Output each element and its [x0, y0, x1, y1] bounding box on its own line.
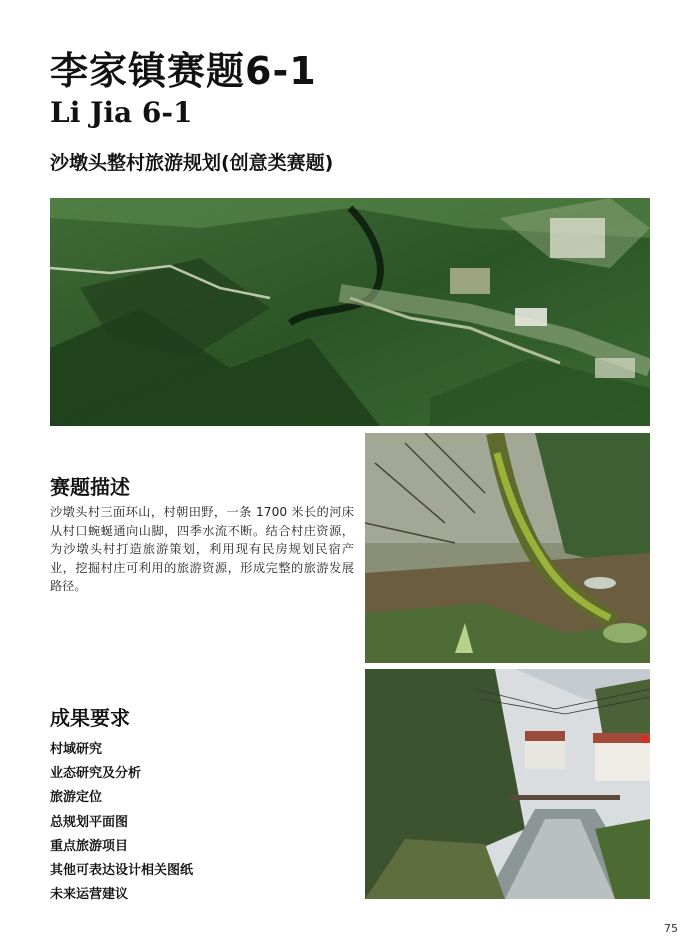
- description-heading: 赛题描述: [50, 475, 130, 499]
- requirements-list: [50, 738, 193, 907]
- description-body: 沙墩头村三面环山，村朝田野，一条 1700 米长的河床从村口蜿蜒通向山脚，四季水流不断。结合村庄资源，为沙墩头村打造旅游策划，利用现有民房规划民宿产业，挖掘村庄可利用的旅游资源，形成完整的旅游发展路径。: [50, 505, 354, 593]
- page-subtitle: 沙墩头整村旅游规划(创意类赛题): [50, 152, 334, 174]
- list-item: 重点旅游项目: [50, 838, 129, 854]
- list-item: 总规划平面图: [50, 814, 129, 830]
- page-title-english: Li Jia 6-1: [50, 96, 193, 129]
- village-stream-photo: [365, 669, 650, 899]
- list-item: 未来运营建议: [50, 887, 129, 903]
- list-item: 旅游定位: [50, 790, 103, 806]
- page-number: 75: [664, 922, 678, 935]
- mossy-tree-photo: [365, 433, 650, 663]
- requirements-heading: 成果要求: [50, 706, 130, 730]
- list-item: 业态研究及分析: [50, 766, 142, 782]
- page-title: 李家镇赛题6-1: [50, 49, 317, 93]
- list-item: 村域研究: [50, 742, 103, 757]
- list-item: 其他可表达设计相关图纸: [50, 863, 194, 879]
- aerial-satellite-photo: [50, 198, 650, 426]
